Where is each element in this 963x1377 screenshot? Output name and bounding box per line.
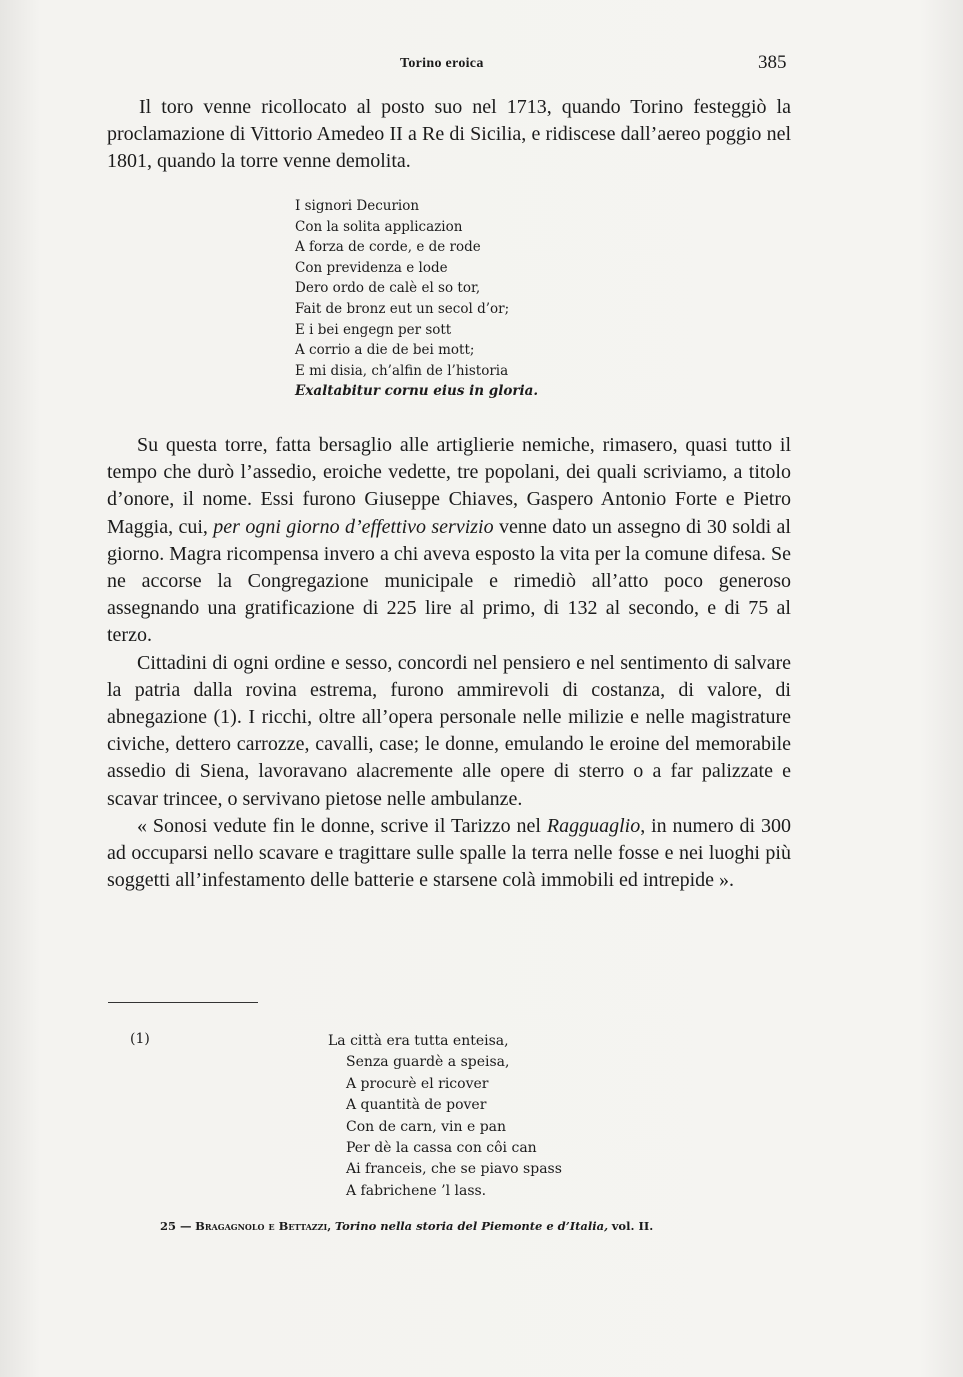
paragraph-2 bbox=[107, 432, 791, 650]
printer-volume: vol. II. bbox=[611, 1219, 654, 1233]
footnote-line: Con de carn, vin e pan bbox=[346, 1118, 507, 1135]
verse-line: E i bei engegn per sott bbox=[295, 321, 452, 338]
footnote-line: Ai franceis, che se piavo spass bbox=[346, 1161, 562, 1178]
page-number: 385 bbox=[758, 52, 787, 73]
paragraph-3: Cittadini di ogni ordine e sesso, concordi nel pensiero e nel sentimento di salvare la patria dalla rovina estrema, furono ammirevoli di costanza, di valore, di abnegazione (1). I ricchi, oltre all’opera personale nelle milizie e nelle magistrature civiche, dettero carrozze, cavalli, case; le donne, emulando le eroine del memorabile assedio di Siena, lavoravano alacremente alle opere di sterro o a far palizzate e scavar trincee, o servivano pietose nelle ambulanze. bbox=[107, 651, 791, 810]
footnote-line: A procurè el ricover bbox=[346, 1075, 489, 1092]
footnote-verse bbox=[328, 1031, 562, 1202]
verse-line: Dero ordo de calè el so tor, bbox=[295, 280, 481, 297]
paragraph-2-italic: per ogni giorno d’effettivo servizio bbox=[213, 515, 494, 538]
paragraph-4-text-a: « Sonosi vedute fin le donne, scrive il Tarizzo nel bbox=[137, 814, 547, 837]
paragraph-4-italic: Ragguaglio bbox=[546, 814, 641, 837]
verse-line: I signori Decurion bbox=[295, 198, 420, 214]
footnote-divider bbox=[108, 1002, 258, 1003]
verse-line: A forza de corde, e de rode bbox=[295, 239, 481, 256]
verse-line: A corrio a die de bei mott; bbox=[295, 342, 475, 359]
verse-block bbox=[295, 196, 538, 402]
paragraph-1: Il toro venne ricollocato al posto suo nel 1713, quando Torino festeggiò la proclamazione di Vittorio Amedeo II a Re di Sicilia, e ridiscese dall’aereo poggio nel 1801, quando la torre venne demolita. bbox=[107, 96, 791, 173]
paragraph-2-text-b: venne dato un assegno di 30 soldi al giorno. Magra ricompensa invero a chi aveva esposto la vita per la comune difesa. Se ne accorse la Congregazione municipale e rimediò all’atto poco generoso assegnando una gratificazione di 225 lire al primo, di 132 al secondo, e di 75 al terzo. bbox=[107, 515, 791, 647]
printer-book-title: Torino nella storia del Piemonte e d’Italia, bbox=[334, 1219, 609, 1233]
footnote-line: A quantità de pover bbox=[346, 1097, 487, 1114]
verse-line: Fait de bronz eut un secol d’or; bbox=[295, 300, 510, 317]
printer-signature-line bbox=[160, 1219, 653, 1233]
footnote-marker: (1) bbox=[130, 1031, 150, 1047]
paragraph-2-text-a: Su questa torre, fatta bersaglio alle artiglierie nemiche, rimasero, quasi tutto il tempo che durò l’assedio, eroiche vedette, tre popolani, dei quali scriviamo, a titolo d’onore, il nome. Essi furono Giuseppe Chiaves, Gaspero Antonio Forte e Pietro Maggia, cui, bbox=[107, 434, 791, 538]
footnote-line: Senza guardè a speisa, bbox=[346, 1054, 510, 1071]
paragraph-4 bbox=[107, 813, 791, 895]
verse-line-latin: Exaltabitur cornu eius in gloria. bbox=[295, 383, 539, 400]
main-text-block bbox=[107, 432, 791, 894]
footnote-line: A fabrichene ’l lass. bbox=[346, 1182, 487, 1199]
printer-authors: Bragagnolo e Bettazzi, bbox=[195, 1219, 332, 1233]
footnote-line: La città era tutta enteisa, bbox=[328, 1033, 509, 1049]
footnote-line: Per dè la cassa con côi can bbox=[346, 1140, 537, 1157]
running-title: Torino eroica bbox=[400, 56, 484, 71]
paragraph-1-block bbox=[107, 94, 791, 176]
verse-line: Con previdenza e lode bbox=[295, 259, 448, 276]
sheet-number: 25 — bbox=[160, 1219, 192, 1233]
verse-line: E mi disia, ch’alfin de l’historia bbox=[295, 362, 509, 379]
paragraph-4-text-b: , in numero di 300 ad occuparsi nello scavare e tragittare sulle spalle la terra nelle fosse e nei luoghi più soggetti all’infestamento delle batterie e starsene colà immobili ed intrepide ». bbox=[107, 814, 791, 892]
verse-line: Con la solita applicazion bbox=[295, 218, 463, 235]
